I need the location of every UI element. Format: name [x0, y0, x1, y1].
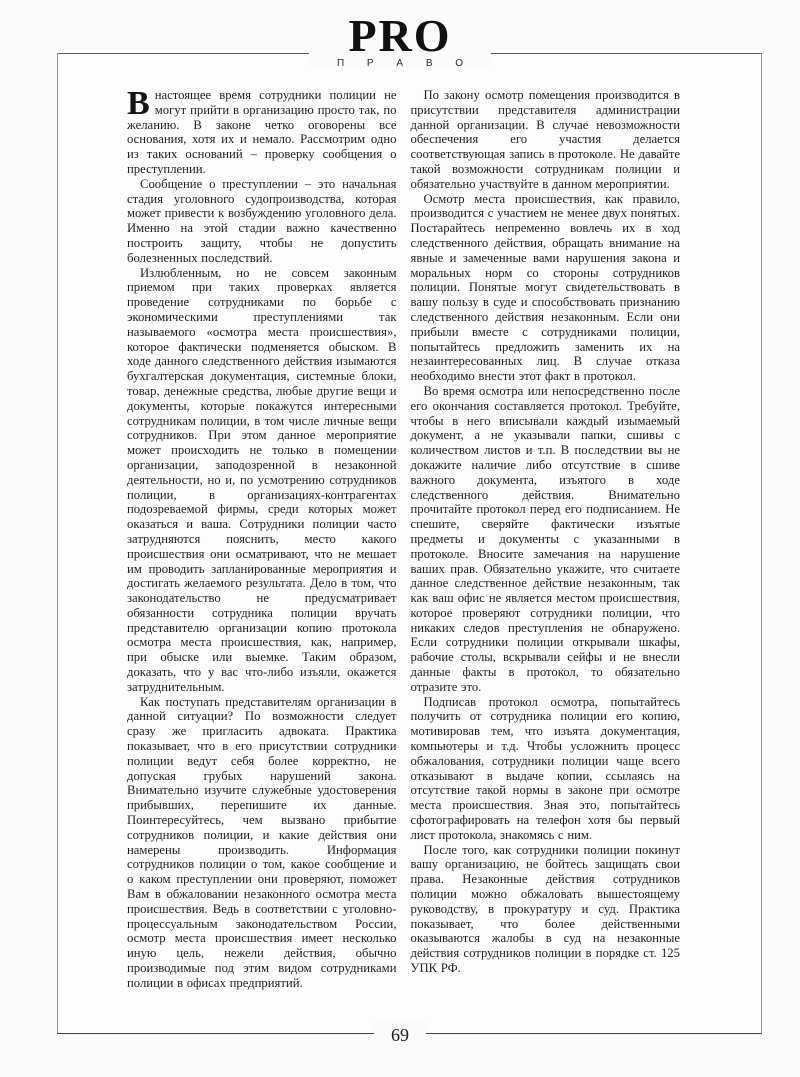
paragraph: Подписав протокол осмотра, попытайтесь получить от сотрудника полиции его копию, мотивировав тем, что изъята документация, компьютеры и т.д. Чтобы усложнить процесс обжалования, сотрудники полиции чаще всего отказывают в выдаче копии, ссылаясь на отсутствие такой нормы в законе при осмотре места происшествия. Зная это, попытайтесь сфотографировать на телефон хотя бы первый лист протокола, знакомясь с ним. [410, 694, 680, 842]
paragraph-text: настоящее время сотрудники полиции не могут прийти в организацию просто так, по желанию. В законе четко оговорены все основания, хотя их и немало. Рассмотрим одно из таких оснований – проверку сообщения о преступлении. [127, 88, 397, 176]
paragraph: Во время осмотра или непосредственно после его окончания составляется протокол. Требуйте, чтобы в него вписывали каждый изымаемый документ, а не указывали папки, сшивы с количеством листов и т.п. В последствии вы не докажите наличие либо отсутствие в сшиве важного документа, изъятого в ходе следственного действия. Внимательно прочитайте протокол перед его подписанием. Не спешите, сверяйте фактически изъятые предметы и документы с указанными в протоколе. Вносите замечания на нарушение ваших прав. Обязательно укажите, что считаете данное следственное действие незаконным, так как ваш офис не является местом происшествия, которое проверяют сотрудники полиции, что никаких следов преступления не обнаружено. Если сотрудники полиции открывали шкафы, рабочие столы, вскрывали сейфы и не внесли данные факты в протокол, то обязательно отразите это. [410, 383, 680, 694]
left-column [127, 85, 397, 1018]
paragraph: Сообщение о преступлении – это начальная стадия уголовного судопроизводства, которая может привести к возбуждению уголовного дела. Именно на этой стадии важно качественно построить защиту, чтобы не допустить болезненных последствий. [127, 176, 397, 265]
drop-cap: В [127, 85, 150, 122]
paragraph: По закону осмотр помещения производится в присутствии представителя администрации данной организации. В случае невозможности обеспечения его участия делается соответствующая запись в протоколе. Не давайте такой возможности сотрудникам полиции и обязательно участвуйте в данном мероприятии. [410, 88, 680, 191]
paragraph: Как поступать представителям организации в данной ситуации? По возможности следует сразу же пригласить адвоката. Практика показывает, что в его присутствии сотрудники полиции ведут себя более корректно, не допуская грубых нарушений закона. Внимательно изучите служебные удостоверения прибывших, перепишите их данные. Поинтересуйтесь, чем вызвано прибытие сотрудников полиции, и какие действия они намерены производить. Информация сотрудников полиции о том, какое сообщение и о каком преступлении они проверяют, поможет Вам в обжаловании незаконного осмотра места происшествия. Ведь в соответствии с уголовно-процессуальным законодательством России, осмотр места происшествия имеет несколько иную цель, нежели действия, обычно производимые под этим видом сотрудниками полиции в офисах предприятий. [127, 694, 397, 990]
paragraph: Осмотр места происшествия, как правило, производится с участием не менее двух понятых. Постарайтесь непременно вовлечь их в ход следственного действия, обращать внимание на явные и замеченные вами нарушения закона и моральных норм со стороны сотрудников полиции. Понятые могут свидетельствовать в вашу пользу в суде и способствовать признанию следственного действия незаконным. Если они прибыли вместе с сотрудниками полиции, попытайтесь предложить заменить их на незаинтересованных лиц. В случае отказа необходимо внести этот факт в протокол. [410, 191, 680, 384]
magazine-title: PRO [348, 10, 452, 61]
right-column [411, 88, 681, 1018]
paragraph: Излюбленным, но не совсем законным приемом при таких проверках является проведение сотрудниками по борьбе с экономическими преступлениями так называемого «осмотра места происшествия», которое фактически подменяется обыском. В ходе данного следственного действия изымаются бухгалтерская документация, системные блоки, товар, денежные средства, любые другие вещи и документы, которые покажутся интересными сотрудникам полиции, в том числе личные вещи сотрудников. При этом данное мероприятие может происходить не только в помещении организации, заподозренной в незаконной деятельности, но и, по усмотрению сотрудников полиции, в организациях-контрагентах подозреваемой фирмы, среди которых может оказаться и ваша. Сотрудники полиции часто затрудняются пояснить, место какого происшествия они осматривают, что не мешает им проводить запланированные мероприятия и достигать желаемого результата. Дело в том, что законодательство не предусматривает обязанности сотрудника полиции вручать представителю организации копию протокола осмотра места происшествия, как, например, при обыске или выемке. Таким образом, доказать, что у вас что-либо изъяли, окажется затруднительным. [127, 265, 397, 694]
masthead [309, 10, 491, 69]
paragraph: После того, как сотрудники полиции покинут вашу организацию, не бойтесь защищать свои права. Незаконные действия сотрудников полиции можно обжаловать вышестоящему руководству, в прокуратуру и суд. Практика показывает, что более действенными оказываются жалобы в суд на незаконные действия сотрудников полиции в порядке ст. 125 УПК РФ. [410, 842, 680, 976]
article-body [127, 85, 680, 1018]
magazine-subtitle: П Р А В О [336, 58, 474, 69]
paragraph-lead [127, 85, 397, 177]
page-number: 69 [374, 1021, 426, 1049]
